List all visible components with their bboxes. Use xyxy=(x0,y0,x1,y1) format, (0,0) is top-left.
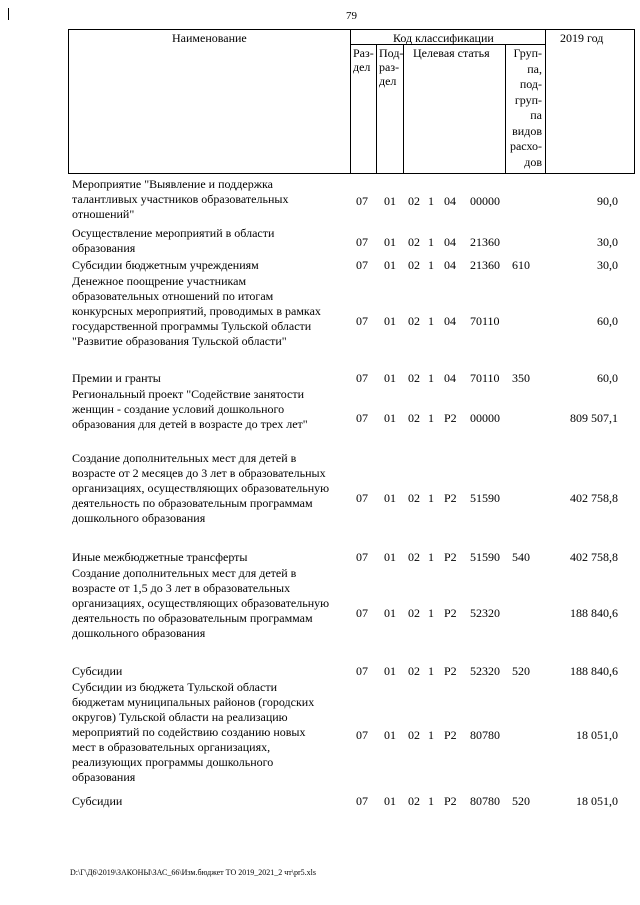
row-razdel: 07 xyxy=(356,194,368,208)
row-program: 02 xyxy=(408,606,420,620)
row-podrazdel: 01 xyxy=(384,606,396,620)
row-podrazdel: 01 xyxy=(384,194,396,208)
row-subprogram: 1 xyxy=(428,411,434,425)
row-name: Создание дополнительных мест для детей в возрасте от 1,5 до 3 лет в образовательных организациях, осуществляющих образовательную деятельность по образовательным программам дошкольного образования xyxy=(72,566,330,640)
row-name: Создание дополнительных мест для детей в возрасте от 2 месяцев до 3 лет в образовательных организациях, осуществляющих образовательную деятельность по образовательным программам дошкольного образования xyxy=(72,451,330,525)
row-program: 02 xyxy=(408,664,420,678)
header-classification: Код классификации xyxy=(393,31,494,45)
row-name: Премии и гранты xyxy=(72,371,161,385)
row-subprogram: 1 xyxy=(428,194,434,208)
row-program: 02 xyxy=(408,194,420,208)
row-razdel: 07 xyxy=(356,371,368,385)
row-podrazdel: 01 xyxy=(384,664,396,678)
row-direction: P2 xyxy=(444,664,457,678)
row-direction: 04 xyxy=(444,314,456,328)
row-amount: 60,0 xyxy=(597,314,618,328)
row-program: 02 xyxy=(408,491,420,505)
header-year: 2019 год xyxy=(560,31,604,45)
row-direction: 04 xyxy=(444,194,456,208)
row-razdel: 07 xyxy=(356,411,368,425)
row-code: 52320 xyxy=(470,606,500,620)
row-amount: 188 840,6 xyxy=(570,606,618,620)
row-podrazdel: 01 xyxy=(384,728,396,742)
row-subprogram: 1 xyxy=(428,314,434,328)
row-amount: 30,0 xyxy=(597,235,618,249)
row-vid: 540 xyxy=(512,550,530,564)
row-program: 02 xyxy=(408,314,420,328)
row-code: 70110 xyxy=(470,371,500,385)
row-program: 02 xyxy=(408,371,420,385)
row-podrazdel: 01 xyxy=(384,258,396,272)
row-code: 51590 xyxy=(470,491,500,505)
row-podrazdel: 01 xyxy=(384,794,396,808)
row-vid: 520 xyxy=(512,794,530,808)
row-podrazdel: 01 xyxy=(384,491,396,505)
header-podrazdel: Под- раз- дел xyxy=(379,46,404,88)
header-target: Целевая статья xyxy=(413,46,490,60)
row-vid: 610 xyxy=(512,258,530,272)
row-code: 00000 xyxy=(470,194,500,208)
row-name: Денежное поощрение участникам образовательных отношений по итогам конкурсных мероприятий, проводимых в рамках государственной программы Тульской области "Развитие образования Тульской области" xyxy=(72,274,321,348)
row-vid: 520 xyxy=(512,664,530,678)
row-podrazdel: 01 xyxy=(384,411,396,425)
row-amount: 402 758,8 xyxy=(570,491,618,505)
row-code: 21360 xyxy=(470,235,500,249)
row-code: 80780 xyxy=(470,794,500,808)
row-code: 70110 xyxy=(470,314,500,328)
row-program: 02 xyxy=(408,411,420,425)
row-razdel: 07 xyxy=(356,728,368,742)
row-subprogram: 1 xyxy=(428,794,434,808)
header-frame xyxy=(68,29,635,174)
row-subprogram: 1 xyxy=(428,491,434,505)
row-vid: 350 xyxy=(512,371,530,385)
row-amount: 30,0 xyxy=(597,258,618,272)
row-razdel: 07 xyxy=(356,550,368,564)
row-name: Иные межбюджетные трансферты xyxy=(72,550,248,564)
header-name: Наименование xyxy=(172,31,247,45)
row-code: 00000 xyxy=(470,411,500,425)
row-name: Субсидии из бюджета Тульской области бюджетам муниципальных районов (городских округов) Тульской области на реализацию мероприятий по содействию созданию новых мест в образовательных организациях, реализующих программы дошкольного образования xyxy=(72,680,315,784)
row-razdel: 07 xyxy=(356,314,368,328)
row-razdel: 07 xyxy=(356,491,368,505)
row-razdel: 07 xyxy=(356,794,368,808)
row-name: Осуществление мероприятий в области образования xyxy=(72,226,275,255)
row-amount: 18 051,0 xyxy=(576,794,618,808)
row-program: 02 xyxy=(408,235,420,249)
row-podrazdel: 01 xyxy=(384,314,396,328)
row-program: 02 xyxy=(408,550,420,564)
row-program: 02 xyxy=(408,728,420,742)
header-razdel: Раз- дел xyxy=(353,46,374,74)
row-razdel: 07 xyxy=(356,235,368,249)
row-code: 51590 xyxy=(470,550,500,564)
row-subprogram: 1 xyxy=(428,664,434,678)
row-razdel: 07 xyxy=(356,606,368,620)
header-group: Груп- па, под- груп- па видов расхо- дов xyxy=(509,46,542,169)
row-podrazdel: 01 xyxy=(384,235,396,249)
row-name: Региональный проект "Содействие занятости женщин - создание условий дошкольного образования для детей в возрасте до трех лет" xyxy=(72,387,308,431)
row-code: 80780 xyxy=(470,728,500,742)
row-subprogram: 1 xyxy=(428,606,434,620)
row-direction: P2 xyxy=(444,491,457,505)
row-amount: 809 507,1 xyxy=(570,411,618,425)
row-code: 21360 xyxy=(470,258,500,272)
row-direction: 04 xyxy=(444,371,456,385)
row-name: Субсидии xyxy=(72,664,123,678)
row-subprogram: 1 xyxy=(428,235,434,249)
row-direction: P2 xyxy=(444,728,457,742)
row-razdel: 07 xyxy=(356,258,368,272)
row-direction: P2 xyxy=(444,794,457,808)
row-name: Субсидии xyxy=(72,794,123,808)
row-direction: P2 xyxy=(444,411,457,425)
row-subprogram: 1 xyxy=(428,550,434,564)
row-direction: 04 xyxy=(444,258,456,272)
row-code: 52320 xyxy=(470,664,500,678)
row-amount: 60,0 xyxy=(597,371,618,385)
row-amount: 188 840,6 xyxy=(570,664,618,678)
row-amount: 90,0 xyxy=(597,194,618,208)
row-program: 02 xyxy=(408,794,420,808)
margin-mark xyxy=(8,8,9,20)
row-razdel: 07 xyxy=(356,664,368,678)
page-number: 79 xyxy=(346,10,357,22)
row-program: 02 xyxy=(408,258,420,272)
row-podrazdel: 01 xyxy=(384,371,396,385)
row-amount: 402 758,8 xyxy=(570,550,618,564)
row-subprogram: 1 xyxy=(428,728,434,742)
row-subprogram: 1 xyxy=(428,371,434,385)
row-amount: 18 051,0 xyxy=(576,728,618,742)
row-direction: P2 xyxy=(444,606,457,620)
row-name: Субсидии бюджетным учреждениям xyxy=(72,258,259,272)
row-direction: 04 xyxy=(444,235,456,249)
row-direction: P2 xyxy=(444,550,457,564)
row-name: Мероприятие "Выявление и поддержка талантливых участников образовательных отношений" xyxy=(72,177,289,221)
row-podrazdel: 01 xyxy=(384,550,396,564)
row-subprogram: 1 xyxy=(428,258,434,272)
file-path-footer: D:\Г\Д6\2019\ЗАКОНЫ\ЗАС_66\Изм.бюджет ТО 2019_2021_2 чт\pr5.xls xyxy=(70,868,316,877)
